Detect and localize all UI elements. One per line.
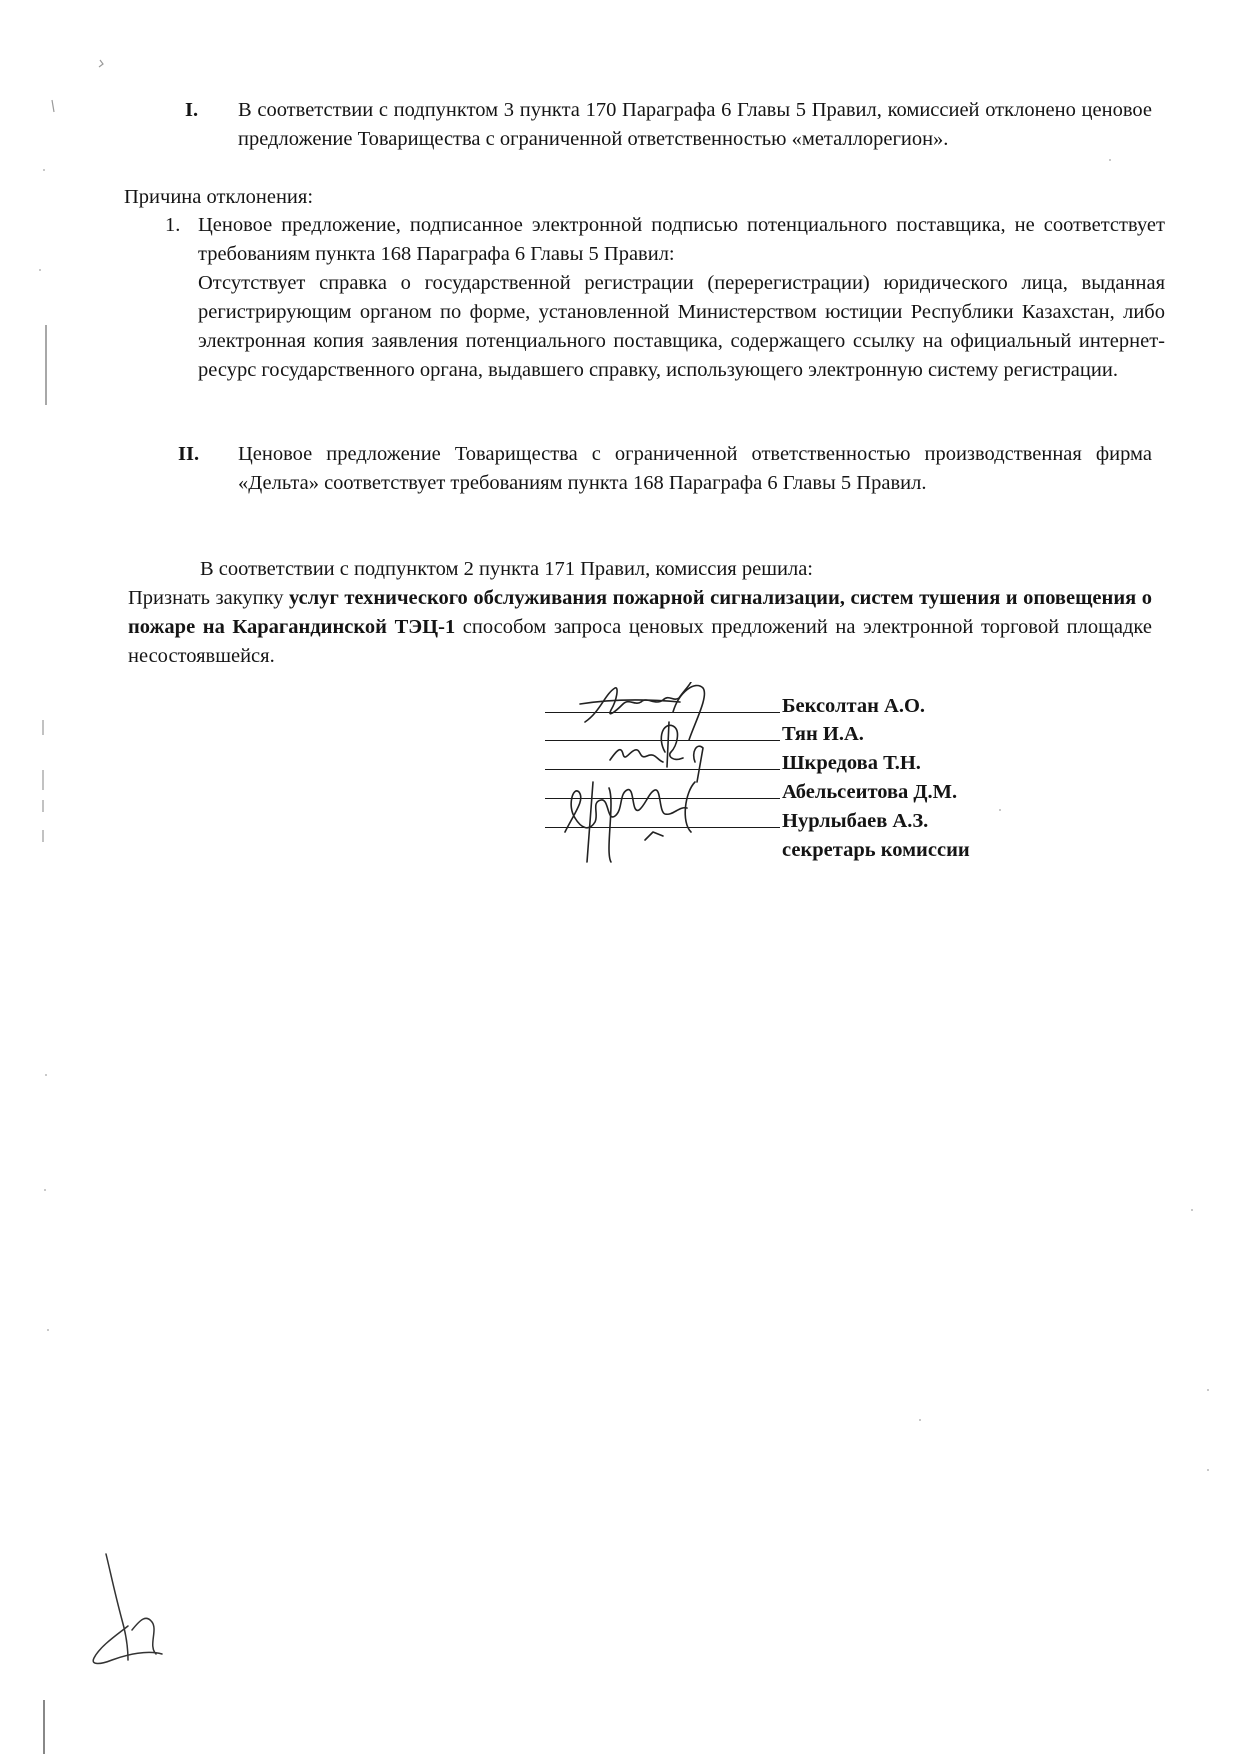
reason-item-summary: Ценовое предложение, подписанное электронной подписью потенциального поставщика, не соответствует требованиям пункта 168 Параграфа 6 Главы 5 Правил: <box>198 214 1165 265</box>
signatory-name: Абельсеитова Д.М. <box>782 781 958 803</box>
decision-text <box>128 584 1152 671</box>
signatory-name: Тян И.А. <box>782 723 864 745</box>
signatory-name: Шкредова Т.Н. <box>782 752 921 774</box>
reason-item-text <box>198 211 1165 385</box>
decision-intro: В соответствии с подпунктом 2 пункта 171 Правил, комиссия решила: <box>200 558 813 580</box>
decision-subject: услуг технического обслуживания пожарной сигнализации, систем тушения и оповещения о пожаре на Карагандинской ТЭЦ-1 <box>128 587 1152 638</box>
signatory-name: Нурлыбаев А.З. <box>782 810 929 832</box>
section-ii-number: II. <box>178 443 200 465</box>
decision-part-1: Признать закупку <box>128 587 290 609</box>
decision-part-2: способом запроса ценовых предложений на электронной торговой площадке несостоявшейся. <box>128 616 1152 667</box>
signature-block <box>545 682 1025 872</box>
reason-item-number: 1. <box>165 214 181 236</box>
reason-title: Причина отклонения: <box>124 186 314 208</box>
secretary-label: секретарь комиссии <box>782 839 970 861</box>
section-ii-text: Ценовое предложение Товарищества с ограниченной ответственностью производственная фирма «Дельта» соответствует требованиям пункта 168 Параграфа 6 Главы 5 Правил. <box>238 443 1152 494</box>
signatory-name: Бексолтан А.О. <box>782 695 926 717</box>
reason-item-details: Отсутствует справка о государственной регистрации (перерегистрации) юридического лица, выданная регистрирующим органом по форме, установленной Министерством юстиции Республики Казахстан, либо электронная копия заявления потенциального поставщика, содержащего ссылку на официальный интернет-ресурс государственного органа, выдавшего справку, использующего электронную систему регистрации. <box>198 272 1165 381</box>
section-ii <box>178 440 1158 530</box>
section-i <box>185 96 1155 186</box>
section-i-number: I. <box>185 99 199 121</box>
section-i-text: В соответствии с подпунктом 3 пункта 170 Параграфа 6 Главы 5 Правил, комиссией отклонено ценовое предложение Товарищества с ограниченной ответственностью «металлорегион». <box>238 99 1152 150</box>
initials-mark <box>88 1550 178 1680</box>
handwritten-signatures <box>545 682 785 872</box>
